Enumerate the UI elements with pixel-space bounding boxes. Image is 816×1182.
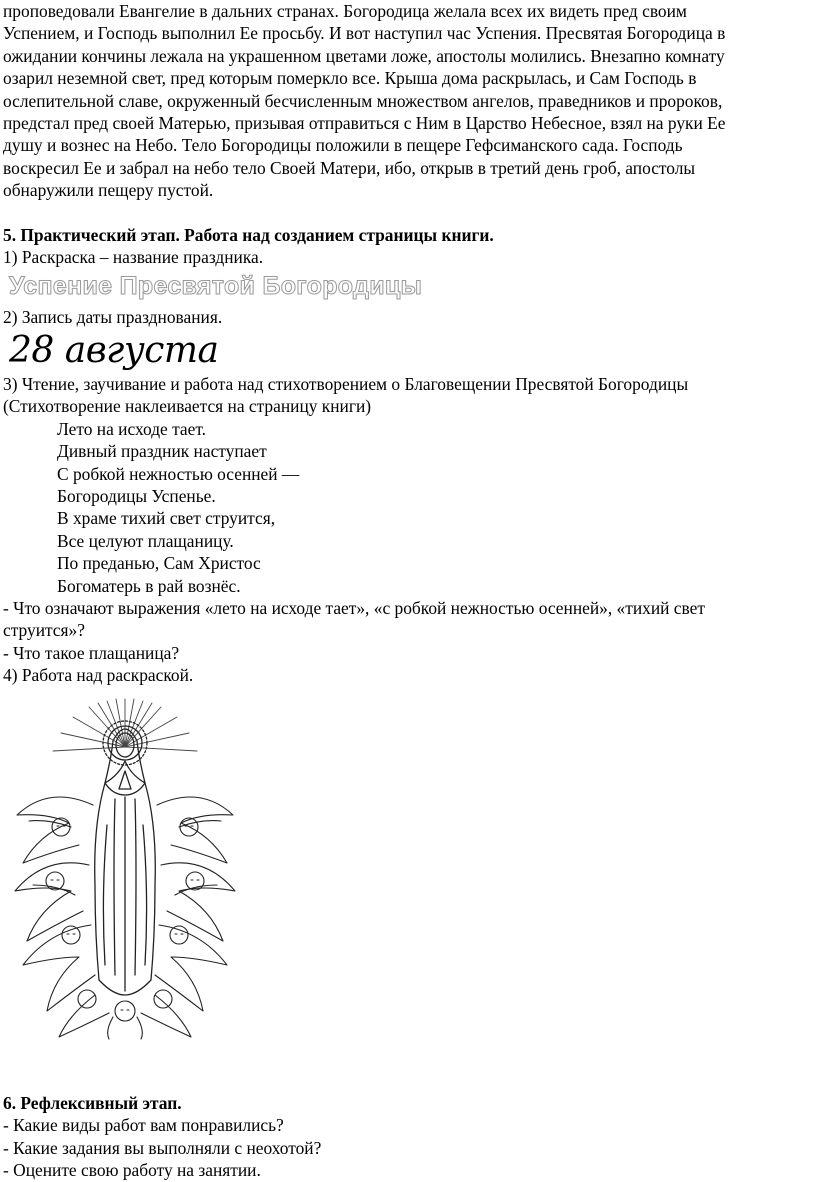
step-3-line-2: (Стихотворение наклеивается на страницу книги) (3, 396, 372, 417)
holiday-date-script: 28 августа (9, 329, 219, 371)
poem-line: С робкой нежностью осенней — (57, 463, 300, 484)
section-5-heading: 5. Практический этап. Работа над созданием страницы книги. (3, 224, 494, 245)
question-2: - Что такое плащаница? (3, 642, 180, 663)
reflection-question: - Какие задания вы выполняли с неохотой? (3, 1137, 322, 1158)
poem-line: По преданью, Сам Христос (57, 553, 261, 574)
question-1-line-1: - Что означают выражения «лето на исходе тает», «с робкой нежностью осенней», «тихий свет (3, 597, 705, 618)
intro-line: душу и вознес на Небо. Тело Богородицы положили в пещере Гефсиманского сада. Господь (3, 135, 683, 156)
section-6-heading: 6. Рефлексивный этап. (3, 1092, 182, 1113)
poem-line: В храме тихий свет струится, (57, 508, 276, 529)
poem (57, 418, 811, 597)
intro-line: Успением, и Господь выполнил Ее просьбу. И вот наступил час Успения. Пресвятая Богородица в (3, 23, 726, 44)
intro-paragraph (3, 0, 811, 202)
poem-line: Богоматерь в рай вознёс. (57, 575, 241, 596)
intro-line: ожидании кончины лежала на украшенном цветами ложе, апостолы молились. Внезапно комнату (3, 45, 725, 66)
intro-line: обнаружили пещеру пустой. (3, 180, 214, 201)
poem-line: Богородицы Успенье. (57, 485, 216, 506)
poem-line: Все целуют плащаницу. (57, 530, 234, 551)
intro-line: предстал пред своей Матерью, призывая отправиться с Ним в Царство Небесное, взял на руки Ее (3, 113, 726, 134)
holiday-title-outline: Успение Пресвятой Богородицы (9, 272, 423, 301)
intro-line: озарил неземной свет, пред которым померкло все. Крыша дома раскрылась, и Сам Господь в (3, 68, 697, 89)
poem-line: Лето на исходе тает. (57, 418, 207, 439)
document-page (3, 0, 811, 1182)
intro-line: воскресил Ее и забрал на небо тело Своей Матери, ибо, открыв в третий день гроб, апостолы (3, 157, 696, 178)
step-2: 2) Запись даты празднования. (3, 307, 223, 328)
intro-line: ослепительной славе, окруженный бесчисленным множеством ангелов, праведников и пророков, (3, 90, 723, 111)
reflection-question: - Оцените свою работу на занятии. (3, 1160, 261, 1181)
intro-line: проповедовали Евангелие в дальних странах. Богородица желала всех их видеть пред своим (3, 1, 687, 21)
reflection-question: - Какие виды работ вам понравились? (3, 1115, 284, 1136)
step-4: 4) Работа над раскраской. (3, 665, 194, 686)
assumption-coloring-icon (9, 695, 241, 1040)
step-1: 1) Раскраска – название праздника. (3, 247, 264, 268)
question-1-line-2: струится»? (3, 620, 85, 641)
poem-line: Дивный праздник наступает (57, 441, 267, 462)
step-3-line-1: 3) Чтение, заучивание и работа над стихотворением о Благовещении Пресвятой Богородицы (3, 373, 689, 394)
